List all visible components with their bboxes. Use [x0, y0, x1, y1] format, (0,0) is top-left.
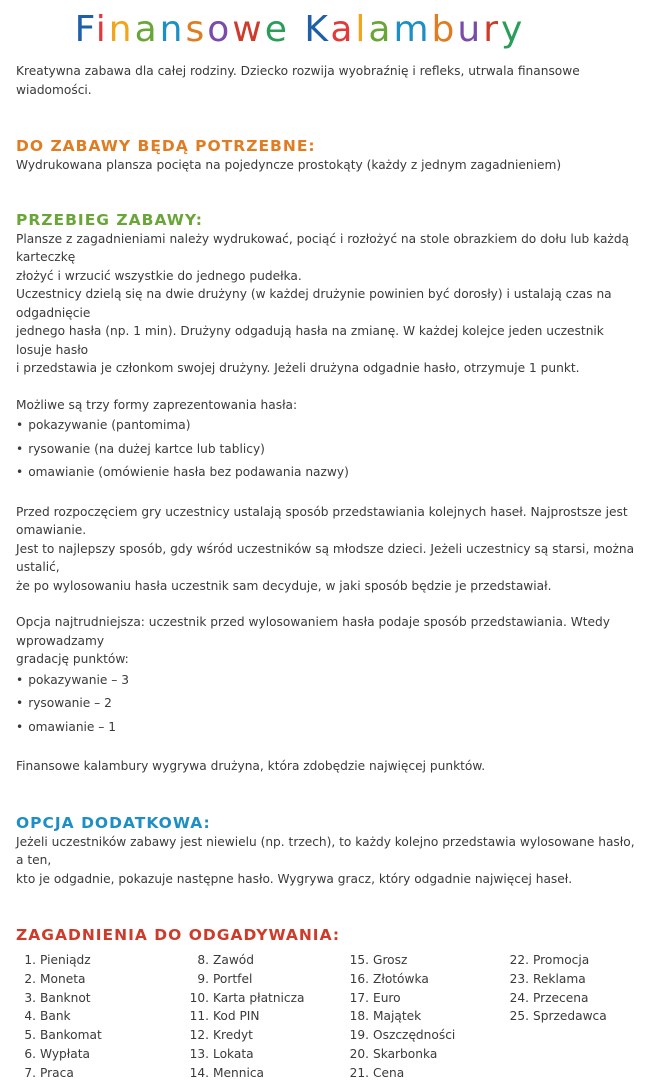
list-item: • pokazywanie (pantomima) — [16, 414, 641, 438]
extra-heading: OPCJA DODATKOWA: — [16, 813, 211, 832]
term-label: Moneta — [40, 971, 86, 986]
term-number: 11. — [189, 1009, 209, 1024]
term-label: Praca — [40, 1065, 74, 1080]
title-letter: n — [108, 9, 135, 50]
term-number: 7. — [24, 1065, 36, 1080]
list-item: • pokazywanie – 3 — [16, 669, 641, 693]
list-item — [16, 1026, 176, 1045]
title-letter: a — [134, 9, 160, 50]
term-number: 8. — [197, 953, 209, 967]
term-number: 4. — [24, 1009, 36, 1024]
extra-line: Jeżeli uczestników zabawy jest niewielu (np. trzech), to każdy kolejno przedstawia wylosowane hasło, a ten, — [16, 834, 635, 867]
title-letter: m — [393, 9, 432, 50]
terms-column — [176, 951, 336, 1083]
title-letter: u — [457, 9, 484, 50]
list-item — [16, 1045, 176, 1064]
term-label: Portfel — [213, 971, 253, 986]
terms-column — [496, 951, 641, 1083]
term-number: 12. — [189, 1028, 209, 1043]
terms-column — [16, 951, 176, 1083]
list-item — [336, 1045, 496, 1064]
title-letter: n — [159, 9, 186, 50]
list-item — [336, 951, 496, 970]
term-number: 9. — [197, 971, 209, 986]
forms-intro: Możliwe są trzy formy zaprezentowania hasła: — [16, 397, 298, 412]
list-item — [176, 1026, 336, 1045]
list-item — [176, 1045, 336, 1064]
term-label: Mennica — [213, 1065, 265, 1080]
term-label: Promocja — [533, 953, 590, 967]
list-item — [336, 1007, 496, 1026]
term-number: 15. — [349, 953, 369, 967]
course-line: że po wylosowaniu hasła uczestnik sam decyduje, w jaki sposób będzie je przedstawiał. — [16, 578, 552, 593]
course-line: złożyć i wrzucić wszystkie do jednego pudełka. — [16, 268, 302, 283]
term-number: 20. — [349, 1046, 369, 1061]
term-number: 10. — [189, 990, 209, 1005]
term-label: Reklama — [533, 971, 586, 986]
term-label: Kod PIN — [213, 1009, 260, 1024]
terms-column — [336, 951, 496, 1083]
title-letter: b — [431, 9, 458, 50]
points-list — [16, 669, 641, 740]
term-number: 3. — [24, 990, 36, 1005]
term-number: 23. — [509, 971, 529, 986]
title-letter: F — [74, 9, 96, 50]
term-number: 13. — [189, 1046, 209, 1061]
intro-text: Kreatywna zabawa dla całej rodziny. Dziecko rozwija wyobraźnię i refleks, utrwala finansowe wiadomości. — [16, 64, 580, 97]
title-letter: a — [330, 9, 356, 50]
term-label: Złotówka — [373, 971, 429, 986]
term-number: 16. — [349, 971, 369, 986]
list-item — [16, 1064, 176, 1083]
list-item — [16, 989, 176, 1008]
document-body — [16, 60, 641, 1083]
term-number: 17. — [349, 990, 369, 1005]
term-number: 1. — [24, 953, 36, 967]
course-line: gradację punktów: — [16, 652, 129, 666]
page-title — [0, 8, 600, 52]
term-label: Sprzedawca — [533, 1009, 607, 1024]
list-item — [16, 970, 176, 989]
term-label: Bankomat — [40, 1028, 102, 1043]
terms-heading: ZAGADNIENIA DO ODGADYWANIA: — [16, 926, 341, 944]
list-item — [176, 989, 336, 1008]
course-line: i przedstawia je członkom swojej drużyny. Jeżeli drużyna odgadnie hasło, otrzymuje 1 punkt. — [16, 361, 580, 375]
title-letter: i — [95, 9, 109, 50]
course-line: Przed rozpoczęciem gry uczestnicy ustalają sposób przedstawiania kolejnych haseł. Najprostsze jest omawianie. — [16, 504, 628, 537]
term-label: Kredyt — [213, 1028, 253, 1043]
term-number: 24. — [509, 990, 529, 1005]
terms-grid — [16, 951, 641, 1083]
term-label: Karta płatnicza — [213, 990, 305, 1005]
materials-text: Wydrukowana plansza pocięta na pojedyncze prostokąty (każdy z jednym zagadnieniem) — [16, 158, 562, 172]
title-letter: e — [264, 9, 290, 50]
title-letter: l — [355, 9, 369, 50]
term-number: 21. — [349, 1065, 369, 1080]
course-heading: PRZEBIEG ZABAWY: — [16, 210, 203, 229]
term-label: Skarbonka — [373, 1046, 438, 1061]
course-line: Uczestnicy dzielą się na dwie drużyny (w każdej drużynie powinien być dorosły) i ustalają czas na odgadnięcie — [16, 287, 612, 320]
term-label: Wypłata — [40, 1046, 90, 1061]
title-letter — [290, 9, 304, 50]
list-item — [336, 970, 496, 989]
list-item: • rysowanie (na dużej kartce lub tablicy) — [16, 438, 641, 462]
term-label: Lokata — [213, 1046, 254, 1061]
title-letter: a — [368, 9, 394, 50]
list-item — [496, 951, 641, 970]
title-letter: r — [483, 9, 502, 50]
forms-list — [16, 414, 641, 485]
list-item — [496, 989, 641, 1008]
term-number: 6. — [24, 1046, 36, 1061]
course-line: Jest to najlepszy sposób, gdy wśród uczestników są młodsze dzieci. Jeżeli uczestnicy są starsi, można ustalić, — [16, 541, 635, 574]
list-item: • rysowanie – 2 — [16, 692, 641, 716]
term-number: 22. — [509, 953, 529, 967]
term-label: Banknot — [40, 990, 91, 1005]
title-letter: y — [501, 9, 526, 50]
term-label: Grosz — [373, 953, 408, 967]
list-item — [496, 970, 641, 989]
title-letter: K — [304, 9, 331, 50]
title-letter: o — [207, 9, 233, 50]
term-label: Zawód — [213, 953, 254, 967]
list-item: • omawianie – 1 — [16, 716, 641, 740]
list-item — [176, 1007, 336, 1026]
term-number: 19. — [349, 1028, 369, 1043]
materials-heading: DO ZABAWY BĘDĄ POTRZEBNE: — [16, 137, 316, 155]
list-item — [336, 989, 496, 1008]
title-letter: s — [185, 9, 208, 50]
list-item — [176, 951, 336, 970]
extra-line: kto je odgadnie, pokazuje następne hasło. Wygrywa gracz, który odgadnie najwięcej haseł. — [16, 871, 573, 886]
term-label: Cena — [373, 1065, 405, 1080]
list-item — [336, 1064, 496, 1083]
term-label: Oszczędności — [373, 1028, 456, 1043]
term-label: Majątek — [373, 1009, 422, 1024]
term-label: Bank — [40, 1009, 71, 1024]
term-number: 2. — [24, 971, 36, 986]
list-item — [176, 1064, 336, 1083]
title-letter: w — [232, 9, 265, 50]
list-item — [16, 951, 176, 970]
term-number: 25. — [509, 1009, 529, 1024]
course-line: Plansze z zagadnieniami należy wydrukować, pociąć i rozłożyć na stole obrazkiem do dołu lub każdą karteczkę — [16, 231, 630, 264]
list-item — [336, 1026, 496, 1045]
winner-text: Finansowe kalambury wygrywa drużyna, która zdobędzie najwięcej punktów. — [16, 759, 486, 773]
course-line: Opcja najtrudniejsza: uczestnik przed wylosowaniem hasła podaje sposób przedstawiania. Wtedy wprowadzamy — [16, 615, 611, 648]
list-item — [16, 1007, 176, 1026]
term-label: Pieniądz — [40, 953, 91, 967]
term-number: 5. — [24, 1028, 36, 1043]
term-label: Przecena — [533, 990, 589, 1005]
course-line: jednego hasła (np. 1 min). Drużyny odgadują hasła na zmianę. W każdej kolejce jeden uczestnik losuje hasło — [16, 324, 604, 357]
list-item: • omawianie (omówienie hasła bez podawania nazwy) — [16, 461, 641, 485]
list-item — [496, 1007, 641, 1026]
list-item — [176, 970, 336, 989]
term-label: Euro — [373, 990, 401, 1005]
term-number: 18. — [349, 1009, 369, 1024]
term-number: 14. — [189, 1065, 209, 1080]
